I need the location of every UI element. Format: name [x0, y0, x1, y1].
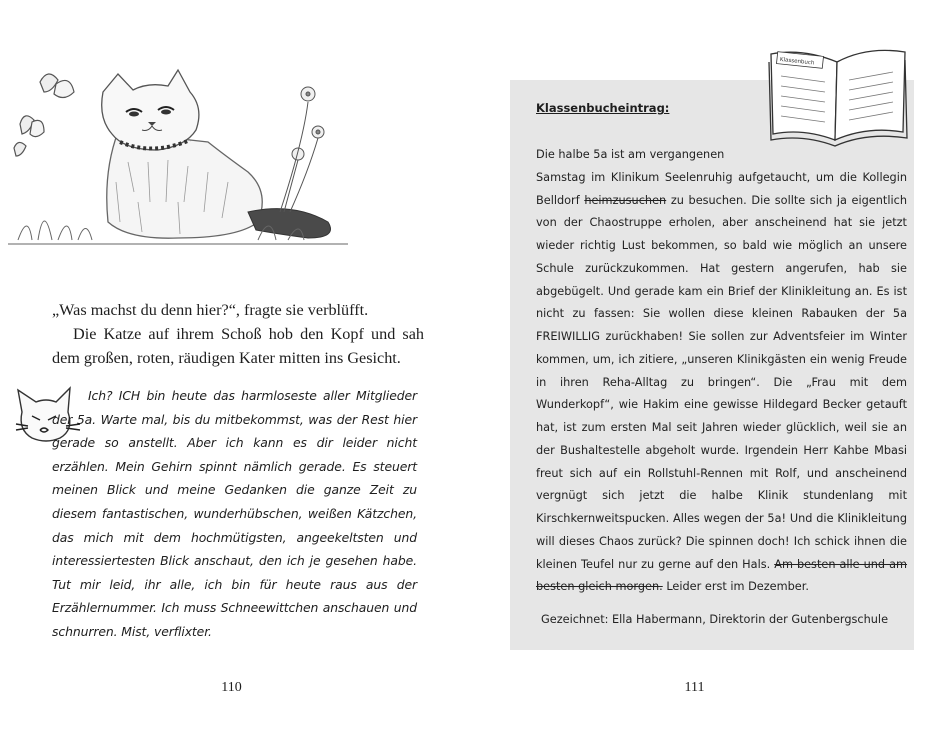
note-first-line: Die halbe 5a ist am vergangenen [536, 148, 725, 161]
note-text-1: Samstag im Klinikum Seelenruhig aufgetaucht, um die Kollegin Belldorf [536, 170, 907, 207]
prose-paragraph-2: Die Katze auf ihrem Schoß hob den Kopf und sah dem großen, roten, räudigen Kater mitten ins Gesicht. [52, 325, 424, 367]
prose-paragraph-1: „Was machst du denn hier?“, fragte sie verblüfft. [52, 301, 369, 319]
struck-word: heimzusuchen [584, 193, 667, 207]
kater-speech-text: Ich? ICH bin heute das harmloseste aller Mitglieder der 5a. Warte mal, bis du mitbekommst, was der Rest hier gerade so anstellt. Aber ich kann es dir leider nicht erzählen. Mein Gehirn spinnt nämlich gerade. Es steuert meinen Blick und meine Gedanken die ganze Zeit zu diesem fantastischen, wunderhübschen, weißen Kätzchen, das mich mit dem hochmütigsten, angeekeltsten und interessiertesten Blick anschaut, den ich je gesehen habe. Tut mir leid, ihr alle, ich bin für heute raus aus der Erzählernummer. Ich muss Schneewittchen anschauen und schnurren. Mist, verflixter. [52, 388, 417, 639]
note-text-2: zu besuchen. Die sollte sich ja eigentlich von der Chaostruppe erholen, aber anscheinend hat sie jetzt wieder richtig Lust bekommen, so bald wie möglich an unsere Schule zurückzukommen. Hat gestern angerufen, hab sie abgebügelt. Und gerade kam ein Brief der Klinikleitung an. Es ist nicht zu fassen: Sie wollen diese kleinen Rabauken der 5a FREIWILLIG zurückhaben! Sie sollen zur Adventsfeier im Winter kommen, um, ich zitiere, „unseren Klinikgästen ein wenig Freude in ihren Reha-Alltag zu bringen“. Die „Frau mit dem Wunderkopf“, wie Hakim eine gewisse Hildegard Becker getauft hat, ist zum ersten Mal seit Jahren wieder glücklich, weil sie an der Bushaltestelle abgeholt wurde. Irgendein Herr Kahbe Mbasi freut sich auf ein Rollstuhl-Rennen mit Rolf, und anscheinend vergnügt sich jetzt die halbe Klinik stundenlang mit Kirschkernweitspucken. Alles wegen der 5a! Und die Klinikleitung will dieses Chaos zurück? Die spinnen doch! Ich schick ihnen die kleinen Teufel nur zu gerne auf den Hals. [536, 193, 907, 571]
open-book-icon [763, 40, 913, 152]
struck-sentence: Am besten alle und am besten gleich morgen. [536, 557, 908, 594]
note-body [536, 144, 907, 599]
signature-line: Gezeichnet: Ella Habermann, Direktorin der Gutenbergschule [541, 613, 889, 626]
note-text-3: Leider erst im Dezember. [666, 580, 809, 594]
page-number-left: 110 [221, 680, 242, 695]
page-number-right: 111 [684, 680, 705, 695]
narrative-text [52, 298, 424, 370]
right-page [463, 0, 926, 740]
book-label: Klassenbuch [779, 56, 815, 67]
white-cat-illustration [8, 62, 348, 252]
note-title: Klassenbucheintrag: [536, 101, 670, 115]
